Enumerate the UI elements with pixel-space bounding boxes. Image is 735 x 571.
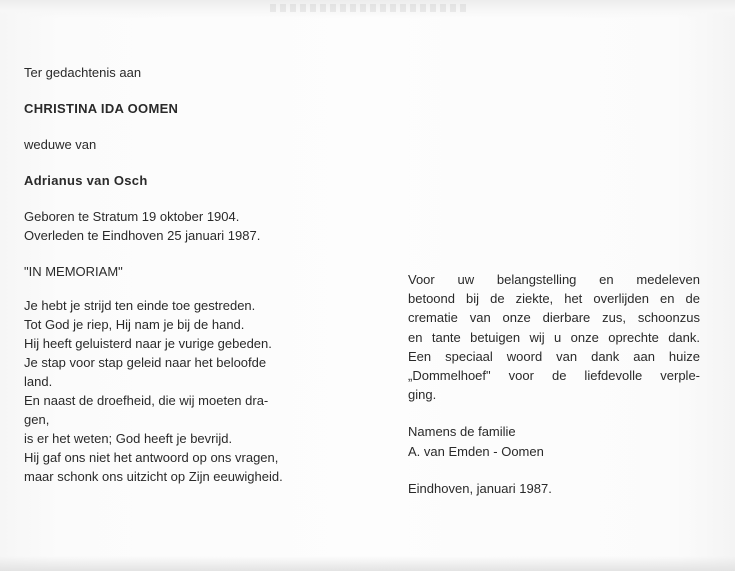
family-name: A. van Emden - Oomen xyxy=(408,443,544,459)
poem-line: land. xyxy=(24,374,53,389)
poem xyxy=(24,296,324,486)
spouse-name: Adrianus van Osch xyxy=(24,173,148,188)
poem-line: Je stap voor stap geleid naar het beloofde xyxy=(24,355,267,370)
poem-line: Tot God je riep, Hij nam je bij de hand. xyxy=(24,317,245,332)
poem-line: is er het weten; God heeft je bevrijd. xyxy=(24,431,233,446)
place-date: Eindhoven, januari 1987. xyxy=(408,480,552,496)
thanks-line: betoond bij de ziekte, het overlijden en de xyxy=(408,291,700,307)
poem-line: En naast de droefheid, die wij moeten dra- xyxy=(24,393,269,408)
thanks-line: en tante betuigen wij u onze oprechte dank. xyxy=(408,329,700,345)
deceased-name: CHRISTINA IDA OOMEN xyxy=(24,101,179,116)
thanks-paragraph xyxy=(408,270,700,404)
poem-line: gen, xyxy=(24,412,50,427)
thanks-line: ging. xyxy=(408,387,437,403)
intro-text: Ter gedachtenis aan xyxy=(24,65,142,80)
thanks-line: Voor uw belangstelling en medeleven xyxy=(408,272,700,287)
thanks-line: Een speciaal woord van dank aan huize xyxy=(408,348,700,364)
bleed-through-text xyxy=(270,4,470,12)
poem-line: Hij gaf ons niet het antwoord op ons vragen, xyxy=(24,450,279,465)
relation-text: weduwe van xyxy=(24,137,97,152)
memoriam-heading: "IN MEMORIAM" xyxy=(24,264,123,279)
thanks-line: crematie van onze dierbare zus, schoonzus xyxy=(408,310,700,326)
poem-line: Je hebt je strijd ten einde toe gestreden. xyxy=(24,298,256,313)
birth-line: Geboren te Stratum 19 oktober 1904. xyxy=(24,209,240,224)
card-bottom-edge xyxy=(0,556,735,571)
poem-line: Hij heeft geluisterd naar je vurige gebeden. xyxy=(24,336,272,351)
family-label: Namens de familie xyxy=(408,424,516,440)
left-column xyxy=(24,63,324,486)
thanks-line: „Dommelhoef" voor de liefdevolle verple- xyxy=(408,368,700,384)
right-column xyxy=(408,270,700,498)
poem-line: maar schonk ons uitzicht op Zijn eeuwigheid. xyxy=(24,469,283,484)
death-line: Overleden te Eindhoven 25 januari 1987. xyxy=(24,228,261,243)
